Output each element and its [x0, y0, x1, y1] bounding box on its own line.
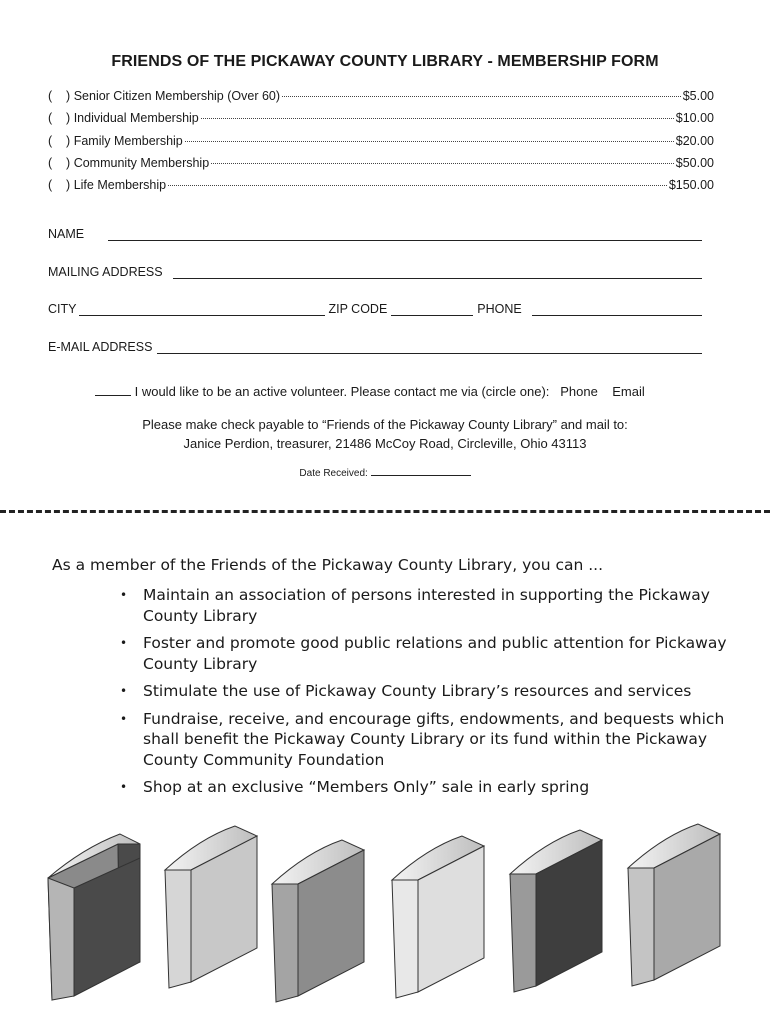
list-item: • Shop at an exclusive “Members Only” sale in early spring	[120, 777, 740, 798]
option-checkbox[interactable]: ( )	[48, 89, 74, 103]
option-checkbox[interactable]: ( )	[48, 133, 74, 148]
name-label: NAME	[48, 227, 85, 241]
membership-options	[48, 89, 714, 200]
name-row	[48, 226, 702, 241]
option-checkbox[interactable]: ( )	[48, 111, 74, 126]
option-checkbox[interactable]: ( )	[48, 155, 74, 170]
list-item: • Stimulate the use of Pickaway County Library’s resources and services	[120, 681, 740, 702]
dot-leader	[201, 118, 674, 119]
zip-input-line[interactable]	[391, 301, 473, 316]
option-price: $50.00	[675, 155, 714, 170]
option-price: $5.00	[682, 89, 714, 103]
city-label: CITY	[48, 302, 77, 316]
option-individual[interactable]	[48, 111, 714, 133]
form-title: FRIENDS OF THE PICKAWAY COUNTY LIBRARY - MEMBERSHIP FORM	[111, 53, 659, 70]
phone-input-line[interactable]	[532, 301, 702, 316]
city-input-line[interactable]	[79, 301, 325, 316]
mailing-address-input-line[interactable]	[173, 264, 702, 279]
book-icon	[48, 834, 140, 1000]
phone-label: PHONE	[477, 302, 522, 316]
option-label: Senior Citizen Membership (Over 60)	[73, 89, 281, 103]
benefits-list	[120, 585, 740, 805]
book-icon	[165, 826, 257, 988]
city-zip-phone-row	[48, 301, 702, 316]
option-label: Community Membership	[73, 155, 210, 170]
book-icon	[628, 824, 720, 986]
mailing-address-treasurer: Janice Perdion, treasurer, 21486 McCoy Road, Circleville, Ohio 43113	[183, 436, 587, 451]
book-icon	[272, 840, 364, 1002]
name-input-line[interactable]	[108, 226, 702, 241]
book-icon	[510, 830, 602, 992]
book-icon	[392, 836, 484, 998]
books-illustration	[0, 810, 770, 1024]
volunteer-text: I would like to be an active volunteer. Please contact me via (circle one): Phone Email	[131, 384, 645, 399]
email-input-line[interactable]	[157, 339, 702, 354]
volunteer-blank[interactable]	[95, 383, 131, 396]
mailing-address-label: MAILING ADDRESS	[48, 265, 163, 279]
option-life[interactable]	[48, 178, 714, 200]
dot-leader	[185, 141, 674, 142]
date-received-label: Date Received:	[299, 468, 371, 479]
date-received-line	[371, 466, 471, 476]
cut-line-divider	[0, 510, 770, 513]
option-family[interactable]	[48, 134, 714, 156]
option-label: Life Membership	[73, 178, 167, 193]
volunteer-row	[95, 383, 645, 399]
list-item: • Fundraise, receive, and encourage gifts, endowments, and bequests which shall benefit the Pickaway County Library or its fund within the Pickaway County Community Foundation	[120, 709, 740, 771]
zip-label: ZIP CODE	[328, 302, 388, 316]
option-label: Individual Membership	[73, 111, 199, 126]
option-price: $10.00	[675, 111, 714, 126]
option-price: $20.00	[675, 133, 714, 148]
mailing-address-row	[48, 264, 702, 279]
list-item: • Maintain an association of persons interested in supporting the Pickaway County Library	[120, 585, 740, 626]
dot-leader	[168, 185, 667, 186]
dot-leader	[211, 163, 674, 164]
check-instructions: Please make check payable to “Friends of the Pickaway County Library” and mail to:	[142, 417, 628, 432]
option-community[interactable]	[48, 156, 714, 178]
email-label: E-MAIL ADDRESS	[48, 340, 153, 354]
option-price: $150.00	[668, 178, 714, 193]
benefits-intro: As a member of the Friends of the Pickaway County Library, you can ...	[52, 556, 604, 574]
option-checkbox[interactable]: ( )	[48, 178, 74, 193]
dot-leader	[282, 96, 681, 97]
option-senior[interactable]	[48, 89, 714, 111]
email-row	[48, 339, 702, 354]
option-label: Family Membership	[73, 133, 183, 148]
list-item: • Foster and promote good public relations and public attention for Pickaway County Library	[120, 633, 740, 674]
date-received	[0, 466, 770, 479]
